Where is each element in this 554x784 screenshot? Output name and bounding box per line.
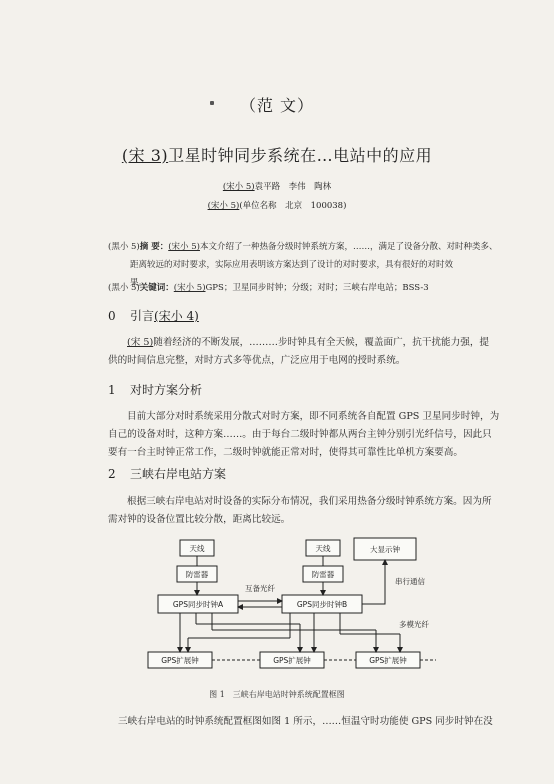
author-line [0, 180, 554, 192]
abstract-line-2: 距离较远的对时要求，实际应用表明该方案达到了设计的对时要求，具有很好的对时效果。 [130, 260, 454, 288]
section-title: 三峡右岸电站方案 [130, 467, 227, 481]
affiliation-text: (单位名称 北京 100038) [239, 201, 347, 211]
keywords-text: GPS；卫星同步时钟；分级；对时；三峡右岸电站；BSS-3 [205, 283, 429, 293]
section-title: 对时方案分析 [130, 383, 203, 397]
abstract-prefix: (宋小 5) [168, 242, 200, 252]
paper-title [0, 143, 554, 166]
abstract-font-tag: (黑小 5) [108, 242, 140, 252]
ext-clock-3-label: GPS扩展钟 [369, 656, 407, 665]
antenna-b-label: 天线 [315, 544, 331, 553]
keywords-prefix: (宋小 5) [173, 283, 206, 293]
lightning-a-label: 防雷器 [185, 570, 209, 579]
serial-link-label: 串行通信 [395, 577, 425, 586]
section-number: 1 [108, 383, 116, 397]
author-names: 袁平路 李伟 陶林 [254, 182, 332, 192]
ext-clock-1-label: GPS扩展钟 [161, 656, 199, 665]
plan-line-1: 根据三峡右岸电站对时设备的实际分布情况，我们采用热备分级时钟系统方案。因为所 [127, 496, 492, 507]
analysis-paragraph [108, 408, 508, 462]
abstract-line-1 [108, 238, 498, 256]
section-number: 0 [108, 309, 116, 323]
analysis-line-1: 目前大部分对时系统采用分散式对时方案，即不同系统各自配置 GPS 卫星同步时钟，为 [127, 411, 500, 422]
section-font-tag: (宋小 4) [154, 309, 199, 323]
keywords-font-tag: (黑小 5) [108, 283, 140, 293]
title-font-tag: (宋 3) [121, 146, 169, 165]
section-heading-plan [108, 465, 226, 482]
lightning-b-label: 防雷器 [311, 570, 335, 579]
analysis-line-2: 自己的设备对时，这种方案……。由于每台二级时钟都从两台主钟分别引光纤信号，因此只 [108, 429, 492, 440]
section-heading-analysis [108, 381, 202, 398]
abstract-label: 摘 要： [139, 242, 169, 252]
closing-line: 三峡右岸电站的时钟系统配置框图如图 1 所示，……恒温守时功能使 GPS 同步时钟在没 [118, 716, 493, 727]
keywords-label: 关键词： [139, 283, 174, 293]
master-b-label: GPS同步时钟B [296, 600, 348, 609]
title-text: 卫星时钟同步系统在…电站中的应用 [168, 146, 433, 165]
plan-line-2: 需对钟的设备位置比较分散，距离比较远。 [108, 514, 291, 525]
multimode-fiber-label: 多模光纤 [399, 620, 429, 629]
affiliation-line [0, 199, 554, 211]
section-number: 2 [108, 467, 116, 481]
section-title: 引言 [130, 309, 155, 323]
section-heading-intro [108, 307, 199, 324]
intro-font-tag: (宋 5) [127, 337, 154, 348]
intro-line-2: 供的时间信息完整，对时方式多等优点，广泛应用于电网的授时系统。 [108, 355, 406, 366]
abstract-text-1: 本文介绍了一种热备分级时钟系统方案，……，满足了设备分散、对时种类多、 [199, 242, 498, 252]
clock-system-diagram [118, 528, 498, 688]
analysis-line-3: 要有一台主时钟正常工作，二级时钟就能正常对时，使得其可靠性比单机方案要高。 [108, 447, 463, 458]
plan-paragraph [108, 493, 508, 529]
authors-font-tag: (宋小 5) [222, 182, 255, 192]
figure-caption: 图 1 三峡右岸电站时钟系统配置框图 [209, 690, 345, 699]
intro-text-1: 随着经济的不断发展，………步时钟具有全天候，覆盖面广，抗干扰能力强，提 [153, 337, 490, 348]
antenna-a-label: 天线 [189, 544, 205, 553]
intro-paragraph [108, 334, 508, 370]
ext-clock-2-label: GPS扩展钟 [273, 656, 311, 665]
master-a-label: GPS同步时钟A [172, 600, 224, 609]
affiliation-font-tag: (宋小 5) [207, 201, 240, 211]
display-clock-label: 大显示钟 [370, 545, 400, 554]
keywords-line [108, 279, 468, 297]
link-fiber-label: 互备光纤 [245, 584, 275, 593]
sample-label: （范 文） [239, 96, 315, 115]
intro-line-1 [108, 334, 508, 352]
